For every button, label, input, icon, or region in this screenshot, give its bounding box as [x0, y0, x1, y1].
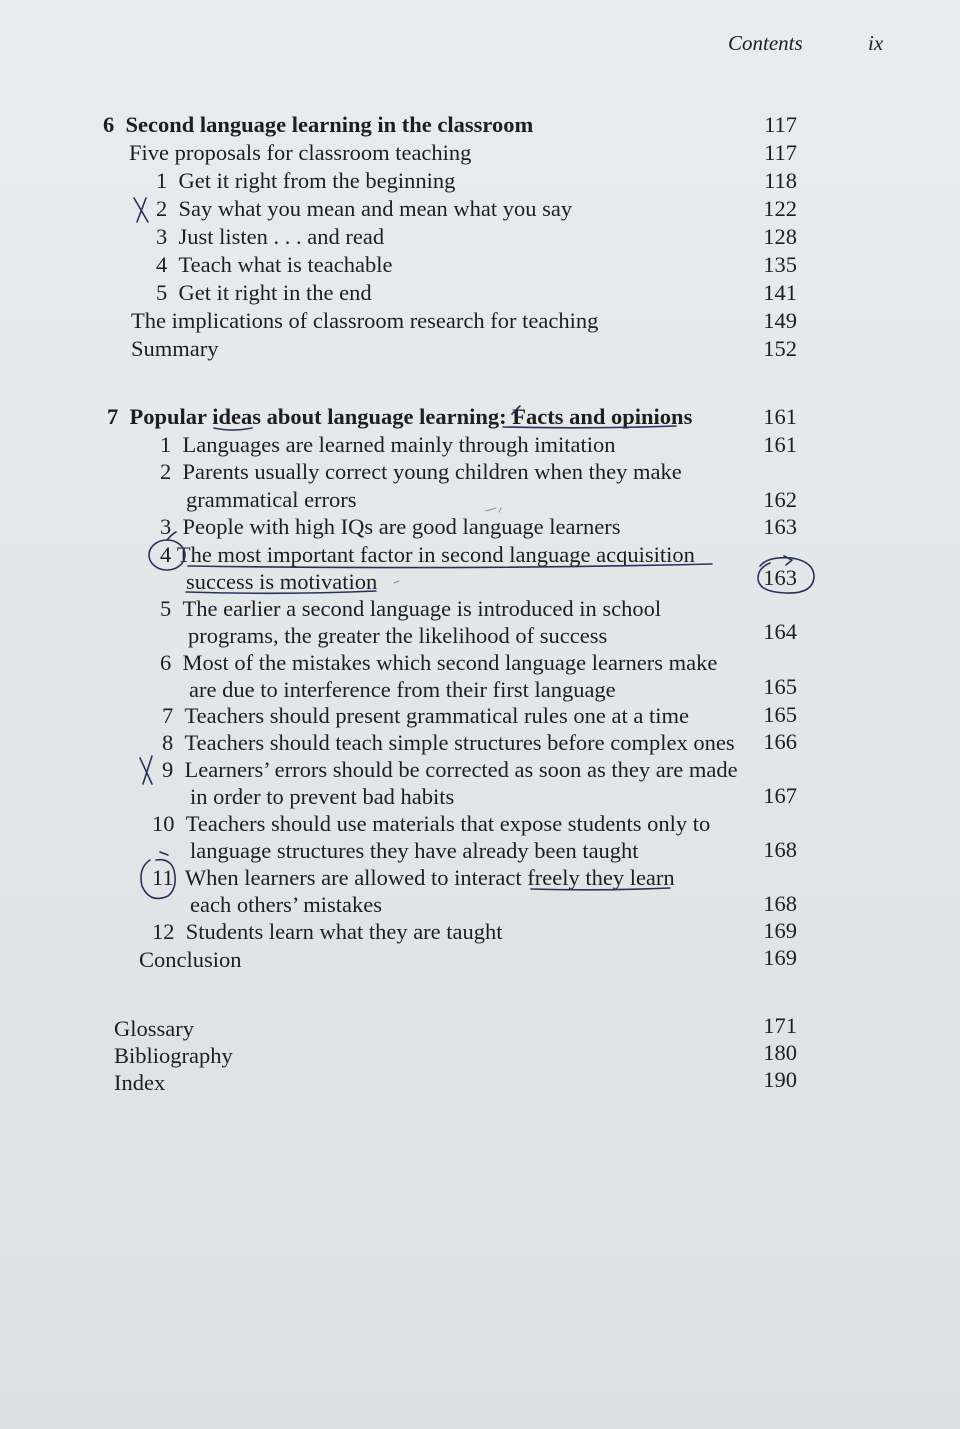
toc-entry[interactable] [152, 918, 503, 946]
entry-text-continued: grammatical errors [186, 487, 357, 512]
entry-text: The earlier a second language is introduced in school [182, 596, 662, 621]
toc-entry[interactable] [160, 458, 682, 486]
toc-page: 141 [763, 280, 797, 305]
toc-entry[interactable] [160, 513, 621, 541]
entry-number: 2 [156, 196, 168, 221]
toc-page: 135 [763, 252, 797, 277]
entry-text-continued: in order to prevent bad habits [190, 784, 455, 809]
toc-entry[interactable] [156, 167, 455, 195]
entry-text: Just listen . . . and read [178, 224, 385, 249]
cross-mark-icon [134, 198, 148, 222]
entry-text: When learners are allowed to interact freely they learn [184, 865, 675, 890]
entry-text-continued: language structures they have already been taught [190, 838, 639, 863]
entry-text: Learners’ errors should be corrected as soon as they are made [184, 757, 738, 782]
entry-number: 1 [156, 168, 168, 193]
toc-entry[interactable]: The implications of classroom research for teaching [131, 308, 599, 333]
entry-text: The most important factor in second language acquisition [176, 542, 695, 567]
running-header-title: Contents [728, 31, 803, 55]
toc-page: 152 [763, 336, 797, 361]
toc-page: 122 [763, 196, 797, 221]
toc-page: 166 [763, 729, 797, 754]
toc-entry[interactable]: Summary [131, 336, 219, 361]
toc-page: 165 [763, 702, 797, 727]
toc-page: 163 [763, 514, 797, 539]
chapter-number: 7 [107, 404, 119, 429]
entry-number: 3 [156, 224, 168, 249]
pencil-mark [486, 508, 501, 512]
entry-number: 11 [152, 865, 174, 890]
pen-stroke [160, 852, 168, 855]
chapter-title: Popular ideas about language learning: Facts and opinions [129, 404, 693, 429]
toc-entry[interactable] [152, 810, 710, 838]
toc-page: 165 [763, 674, 797, 699]
toc-entry[interactable] [160, 541, 695, 569]
entry-text-continued: each others’ mistakes [190, 892, 383, 917]
entry-text: Get it right from the beginning [178, 168, 456, 193]
entry-text-continued: success is motivation [186, 569, 378, 594]
entry-text-continued: programs, the greater the likelihood of success [188, 623, 608, 648]
entry-text: Parents usually correct young children when they make [182, 459, 682, 484]
toc-page: 118 [764, 168, 797, 193]
entry-text-continued: are due to interference from their first language [189, 677, 616, 702]
entry-text: Say what you mean and mean what you say [178, 196, 573, 221]
toc-page: 171 [763, 1013, 797, 1038]
entry-text: Get it right in the end [178, 280, 372, 305]
toc-entry[interactable]: Five proposals for classroom teaching [129, 140, 472, 165]
cross-mark-icon [140, 756, 152, 784]
chapter-7-heading[interactable] [107, 403, 692, 431]
entry-text: Teachers should use materials that expose students only to [185, 811, 711, 836]
toc-entry-index[interactable]: Index [114, 1070, 166, 1095]
toc-page: 190 [763, 1067, 797, 1092]
entry-number: 4 [156, 252, 168, 277]
entry-number: 3 [160, 514, 172, 539]
toc-entry[interactable] [160, 649, 717, 677]
toc-page: 149 [763, 308, 797, 333]
pencil-mark [394, 581, 399, 583]
entry-number: 7 [162, 703, 174, 728]
toc-entry[interactable] [162, 702, 689, 730]
toc-page: 163 [763, 565, 797, 590]
entry-number: 10 [152, 811, 175, 836]
entry-text: Languages are learned mainly through imitation [182, 432, 616, 457]
toc-entry[interactable] [160, 431, 615, 459]
entry-number: 9 [162, 757, 174, 782]
toc-page: 180 [763, 1040, 797, 1065]
toc-page: 164 [763, 619, 797, 644]
toc-entry[interactable] [156, 223, 384, 251]
toc-entry[interactable] [160, 595, 661, 623]
toc-entry-bibliography[interactable]: Bibliography [114, 1043, 233, 1068]
toc-page: 117 [764, 140, 797, 165]
entry-text: People with high IQs are good language learners [182, 514, 621, 539]
toc-page: 169 [763, 918, 797, 943]
toc-page: 167 [763, 783, 797, 808]
entry-number: 4 [160, 542, 172, 567]
chapter-7-page: 161 [763, 404, 797, 429]
entry-number: 5 [156, 280, 168, 305]
running-header-page-number: ix [868, 31, 884, 55]
toc-entry[interactable] [162, 729, 735, 757]
toc-entry-glossary[interactable]: Glossary [114, 1016, 194, 1041]
chapter-title: Second language learning in the classroom [125, 112, 534, 137]
chapter-6-heading[interactable] [103, 111, 533, 139]
toc-page: 168 [763, 837, 797, 862]
entry-text: Teachers should teach simple structures before complex ones [184, 730, 735, 755]
toc-entry[interactable]: Conclusion [139, 947, 242, 972]
chapter-6-page: 117 [764, 112, 797, 137]
toc-page: 168 [763, 891, 797, 916]
toc-entry[interactable] [156, 251, 392, 279]
entry-number: 8 [162, 730, 174, 755]
toc-page: 128 [763, 224, 797, 249]
toc-entry[interactable] [152, 864, 675, 892]
entry-number: 5 [160, 596, 172, 621]
entry-text: Most of the mistakes which second language learners make [182, 650, 718, 675]
toc-entry[interactable] [156, 195, 572, 223]
toc-page: 169 [763, 945, 797, 970]
toc-entry[interactable] [156, 279, 372, 307]
toc-page: 162 [763, 487, 797, 512]
entry-number: 2 [160, 459, 172, 484]
entry-text: Teachers should present grammatical rules one at a time [184, 703, 689, 728]
entry-number: 6 [160, 650, 172, 675]
entry-text: Students learn what they are taught [185, 919, 503, 944]
entry-number: 1 [160, 432, 172, 457]
toc-page: 161 [763, 432, 797, 457]
toc-entry[interactable] [162, 756, 738, 784]
entry-text: Teach what is teachable [178, 252, 393, 277]
chapter-number: 6 [103, 112, 115, 137]
entry-number: 12 [152, 919, 175, 944]
